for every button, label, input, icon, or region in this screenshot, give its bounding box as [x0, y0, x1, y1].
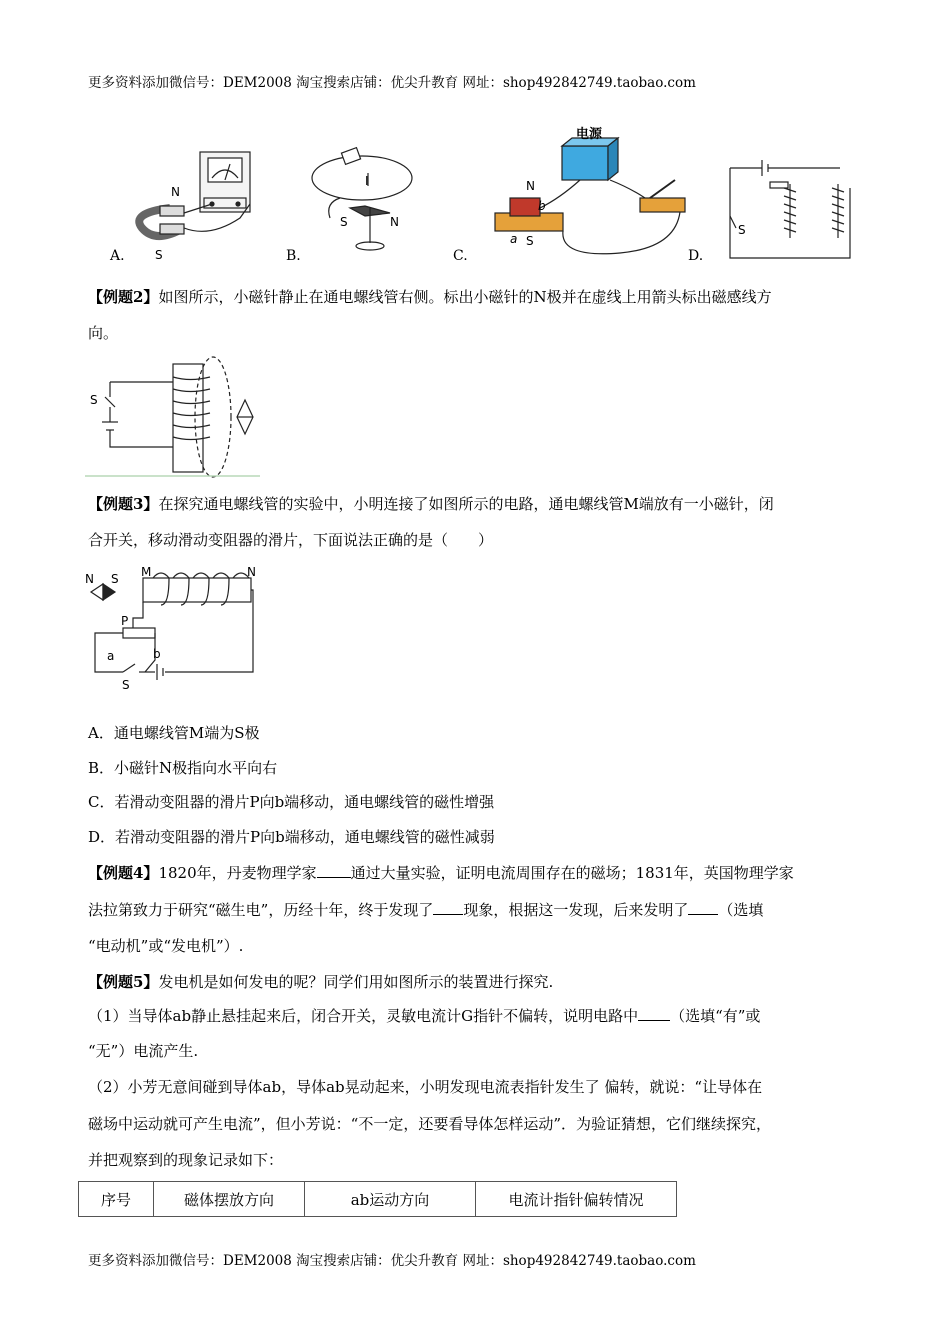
ex4-text1a: 1820年，丹麦物理学家 — [158, 864, 317, 882]
ex3-line1 — [88, 496, 774, 513]
fig-label-c: C. — [453, 248, 468, 264]
fig-a-s: S — [155, 248, 163, 262]
th-index: 序号 — [79, 1182, 154, 1217]
ex5-q1-line2: “无”）电流产生. — [88, 1042, 199, 1060]
ex5-tag: 【例题5】 — [88, 973, 159, 991]
fig-label-d: D. — [688, 248, 704, 264]
ex4-text2c: （选填 — [718, 901, 764, 919]
fig-c-b: b — [538, 199, 546, 213]
ex3-fig-p: P — [121, 614, 129, 628]
ex3-fig-s2: S — [122, 678, 130, 692]
th-magnet-direction: 磁体摆放方向 — [154, 1182, 305, 1217]
ex3-fig-m: M — [141, 565, 152, 579]
fig-d-s: S — [738, 223, 746, 237]
ex3-svg — [85, 560, 265, 695]
ex3-option-d: D．若滑动变阻器的滑片P向b端移动，通电螺线管的磁性减弱 — [88, 828, 495, 846]
fig-b-i: I — [365, 174, 369, 188]
ex4-line3: “电动机”或“发电机”）. — [88, 937, 244, 955]
figure-a — [139, 152, 250, 236]
ex5-q1a: （1）当导体ab静止悬挂起来后，闭合开关，灵敏电流计G指针不偏转，说明电路中 — [88, 1007, 639, 1025]
ex2-figure — [85, 352, 265, 480]
ex4-text2a: 法拉第致力于研究“磁生电”，历经十年，终于发现了 — [88, 901, 434, 919]
fig-label-b: B. — [286, 248, 301, 264]
page-footer: 更多资料添加微信号：DEM2008 淘宝搜索店铺：优尖升教育 网址：shop492842749.taobao.com — [88, 1253, 696, 1269]
ex3-fig-a: a — [107, 649, 115, 663]
ex5-q2-line3: 并把观察到的现象记录如下： — [88, 1151, 284, 1169]
ex5-q1b: （选填“有”或 — [670, 1007, 761, 1025]
ex5-blank-1[interactable] — [638, 1007, 670, 1021]
ex3-option-b: B．小磁针N极指向水平向右 — [88, 759, 278, 777]
ex4-blank-1[interactable] — [317, 864, 351, 878]
page-header: 更多资料添加微信号：DEM2008 淘宝搜索店铺：优尖升教育 网址：shop492842749.taobao.com — [88, 75, 696, 91]
ex4-text1b: 通过大量实验，证明电流周围存在的磁场；1831年，英国物理学家 — [350, 864, 794, 882]
th-ab-motion: ab运动方向 — [305, 1182, 476, 1217]
ex3-option-c: C．若滑动变阻器的滑片P向b端移动，通电螺线管的磁性增强 — [88, 793, 495, 811]
ex3-fig-s1: S — [111, 572, 119, 586]
ex2-svg — [85, 352, 265, 480]
ex5-q2-line2: 磁场中运动就可产生电流”，但小芳说：“不一定，还要看导体怎样运动”．为验证猜想，它们继续探究， — [88, 1115, 772, 1133]
th-needle-deflection: 电流计指针偏转情况 — [476, 1182, 677, 1217]
figure-b — [312, 148, 412, 250]
ex4-text2b: 现象，根据这一发现，后来发明了 — [463, 901, 689, 919]
fig-c-n: N — [526, 179, 535, 193]
table-header-row — [79, 1182, 677, 1217]
fig-label-a: A. — [110, 248, 125, 264]
figure-d — [730, 160, 850, 258]
ex4-blank-2[interactable] — [433, 901, 463, 915]
fig-b-n: N — [390, 215, 399, 229]
ex2-fig-s: S — [90, 393, 98, 407]
fig-c-s: S — [526, 234, 534, 248]
ex3-fig-b: b — [153, 647, 161, 661]
ex3-tag: 【例题3】 — [88, 495, 159, 513]
ex4-line1 — [88, 864, 794, 882]
fig-c-power: 电源 — [576, 127, 603, 142]
ex5-q2-line1: （2）小芳无意间碰到导体ab，导体ab晃动起来，小明发现电流表指针发生了 偏转，就说：“让导体在 — [88, 1078, 763, 1096]
figure-row-svg — [100, 118, 890, 273]
record-table — [78, 1181, 677, 1217]
fig-b-s: S — [340, 215, 348, 229]
figure-row-options — [100, 118, 890, 273]
ex3-fig-n1: N — [85, 572, 94, 586]
ex2-tag: 【例题2】 — [88, 288, 159, 306]
fig-a-n: N — [171, 185, 180, 199]
ex2-text1: 如图所示，小磁针静止在通电螺线管右侧。标出小磁针的N极并在虚线上用箭头标出磁感线方 — [158, 288, 772, 306]
ex4-line2 — [88, 901, 763, 919]
fig-c-a: a — [510, 232, 518, 246]
ex3-fig-n2: N — [247, 565, 256, 579]
ex4-blank-3[interactable] — [688, 901, 718, 915]
ex5-line1 — [88, 974, 553, 991]
ex2-line2: 向。 — [88, 324, 119, 342]
ex3-line2: 合开关，移动滑动变阻器的滑片，下面说法正确的是（ ） — [88, 531, 494, 549]
ex3-figure — [85, 560, 265, 695]
ex3-option-a: A．通电螺线管M端为S极 — [88, 724, 260, 742]
ex2-line1 — [88, 289, 772, 306]
ex3-text1: 在探究通电螺线管的实验中，小明连接了如图所示的电路，通电螺线管M端放有一小磁针，闭 — [158, 495, 774, 513]
ex4-tag: 【例题4】 — [88, 864, 159, 882]
ex5-text1: 发电机是如何发电的呢？同学们用如图所示的装置进行探究. — [158, 973, 554, 991]
ex5-q1-line1 — [88, 1007, 760, 1025]
figure-c — [495, 138, 685, 254]
